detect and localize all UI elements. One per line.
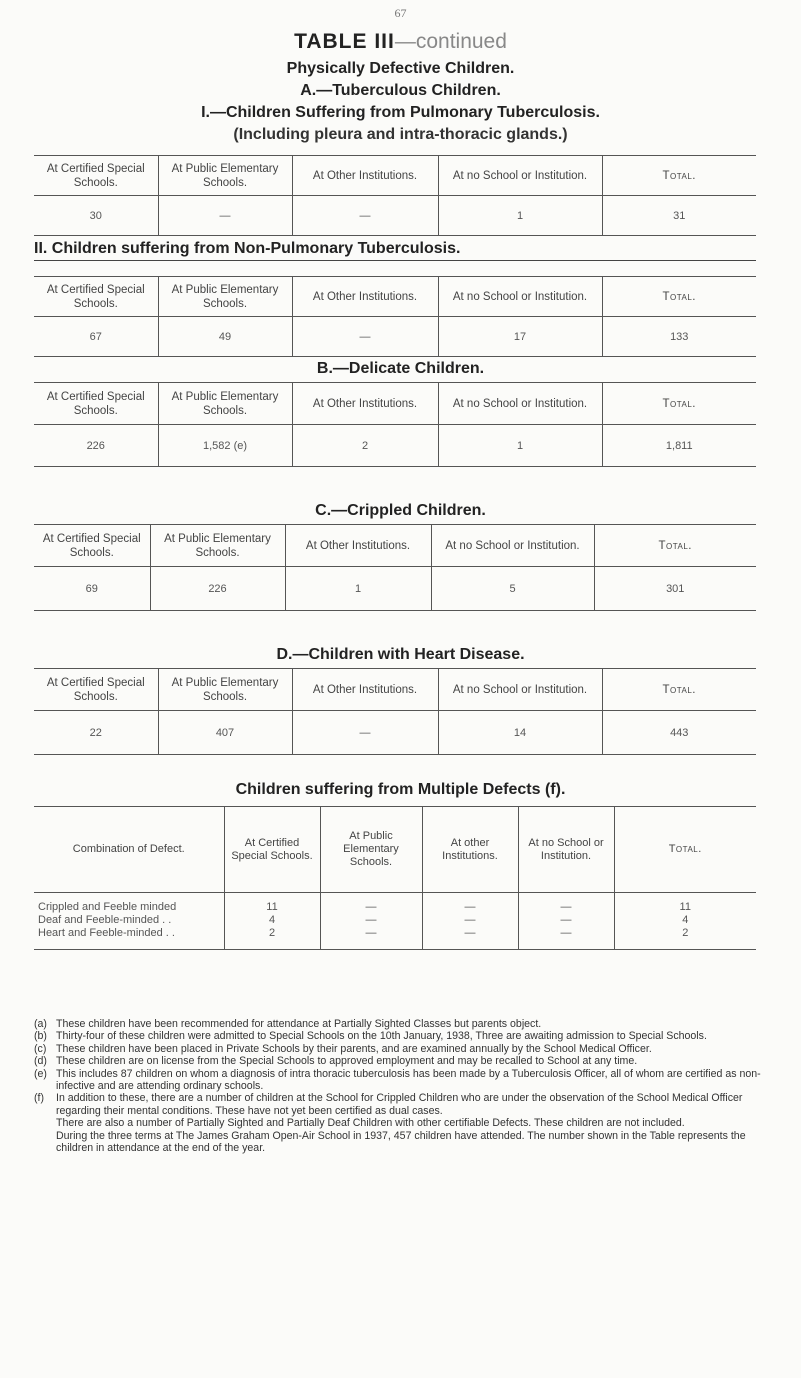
table-title-main: TABLE III bbox=[294, 30, 395, 53]
footnote-text: During the three terms at The James Graham Open-Air School in 1937, 457 children have attended. The number shown in the Table represents the children in attendance at the end of the year. bbox=[56, 1129, 746, 1155]
cell-public: — bbox=[158, 196, 292, 236]
cell-total: 11 bbox=[614, 893, 756, 915]
footnote-d bbox=[34, 1055, 762, 1067]
header-other: At Other Institutions. bbox=[292, 277, 438, 317]
cell-public: — bbox=[320, 893, 422, 915]
header-no-school: At no School or Institution. bbox=[438, 669, 602, 711]
footnote-e bbox=[34, 1068, 762, 1093]
cell-no-school: 1 bbox=[438, 425, 602, 467]
cell-total: 443 bbox=[602, 711, 756, 755]
section-delicate: B.—Delicate Children. bbox=[316, 360, 485, 377]
footnote-text: In addition to these, there are a number of children at the School for Crippled Children who are under the observation of the School Medical Officer regarding their mental conditions. These have not yet been certified as dual cases. bbox=[56, 1092, 743, 1117]
cell-certified: 2 bbox=[224, 927, 320, 949]
cell-other: — bbox=[292, 196, 438, 236]
table-heart bbox=[34, 668, 756, 755]
footnote-text: This includes 87 children on whom a diagnosis of intra thoracic tuberculosis has been made by a Tuberculosis Officer, all of whom are certified as non-infective and are attending ordinary schools. bbox=[56, 1067, 761, 1093]
header-public: At Public Elementary Schools. bbox=[150, 525, 285, 567]
cell-other: 1 bbox=[285, 567, 431, 611]
header-public: At Public Elementary Schools. bbox=[320, 807, 422, 893]
heading-pulmonary-note: (Including pleura and intra-thoracic glands.) bbox=[233, 126, 568, 143]
cell-other: — bbox=[292, 711, 438, 755]
table-row bbox=[34, 893, 756, 915]
cell-total: 133 bbox=[602, 317, 756, 357]
footnote-text: These children are on license from the Special Schools to approved employment and may be recalled to School at any time. bbox=[56, 1055, 638, 1068]
cell-no-school: — bbox=[518, 927, 614, 949]
cell-total: 2 bbox=[614, 927, 756, 949]
cell-other: — bbox=[422, 893, 518, 915]
cell-no-school: — bbox=[518, 914, 614, 927]
table-pulmonary bbox=[34, 155, 756, 236]
cell-defect: Deaf and Feeble-minded . . bbox=[38, 914, 172, 926]
cell-public: — bbox=[320, 927, 422, 949]
footnotes bbox=[34, 1018, 762, 1154]
cell-no-school: 5 bbox=[431, 567, 594, 611]
footnote-c bbox=[34, 1043, 762, 1055]
header-no-school: At no School or Institution. bbox=[438, 383, 602, 425]
header-total: Total. bbox=[602, 383, 756, 425]
cell-no-school: 1 bbox=[438, 196, 602, 236]
header-certified: At Certified Special Schools. bbox=[34, 525, 150, 567]
cell-certified: 226 bbox=[86, 439, 105, 452]
footnote-b bbox=[34, 1030, 762, 1042]
footnote-text: Thirty-four of these children were admitted to Special Schools on the 10th January, 1938, Three are awaiting admission to Special Schools. bbox=[56, 1030, 707, 1043]
heading-pulmonary: I.—Children Suffering from Pulmonary Tuberculosis. bbox=[201, 104, 600, 121]
header-certified: At Certified Special Schools. bbox=[34, 669, 158, 711]
header-total: Total. bbox=[602, 669, 756, 711]
table-non-pulmonary bbox=[34, 276, 756, 357]
cell-no-school: — bbox=[518, 893, 614, 915]
header-total: Total. bbox=[602, 277, 756, 317]
header-other: At Other Institutions. bbox=[292, 669, 438, 711]
footnote-a bbox=[34, 1018, 762, 1030]
table-title-continued: continued bbox=[415, 30, 507, 53]
footnote-label: (e) bbox=[34, 1067, 47, 1080]
table-delicate bbox=[34, 382, 756, 467]
cell-defect: Heart and Feeble-minded . . bbox=[38, 927, 175, 939]
footnote-label: (b) bbox=[34, 1030, 47, 1043]
cell-no-school: 14 bbox=[438, 711, 602, 755]
cell-certified: 11 bbox=[224, 893, 320, 915]
page-number: 67 bbox=[394, 6, 407, 20]
header-other: At Other Institutions. bbox=[292, 383, 438, 425]
cell-certified: 69 bbox=[85, 582, 98, 595]
cell-total: 31 bbox=[602, 196, 756, 236]
footnote-open-air-school bbox=[34, 1130, 762, 1155]
table-title: TABLE III—continued bbox=[294, 30, 507, 53]
header-total: Total. bbox=[602, 156, 756, 196]
table-crippled bbox=[34, 524, 756, 611]
table-multiple-defects bbox=[34, 806, 756, 950]
cell-public: 1,582 (e) bbox=[158, 425, 292, 467]
cell-certified: 4 bbox=[224, 914, 320, 927]
heading-tuberculous: A.—Tuberculous Children. bbox=[300, 82, 501, 99]
footnote-text: These children have been recommended for attendance at Partially Sighted Classes but parents object. bbox=[56, 1018, 542, 1030]
cell-public: — bbox=[320, 914, 422, 927]
header-no-school: At no School or Institution. bbox=[438, 277, 602, 317]
header-certified: At Certified Special Schools. bbox=[34, 383, 158, 425]
cell-public: 226 bbox=[150, 567, 285, 611]
header-total: Total. bbox=[614, 807, 756, 893]
header-public: At Public Elementary Schools. bbox=[158, 383, 292, 425]
header-public: At Public Elementary Schools. bbox=[158, 669, 292, 711]
header-no-school: At no School or Institution. bbox=[518, 807, 614, 893]
cell-public: 49 bbox=[158, 317, 292, 357]
footnote-label: (d) bbox=[34, 1055, 47, 1068]
section-non-pulmonary: II. Children suffering from Non-Pulmonary Tuberculosis. bbox=[34, 240, 756, 261]
cell-certified: 30 bbox=[89, 209, 102, 222]
table-row bbox=[34, 927, 756, 949]
section-multiple: Children suffering from Multiple Defects (f). bbox=[235, 781, 566, 798]
header-other: At other Institutions. bbox=[422, 807, 518, 893]
cell-other: — bbox=[292, 317, 438, 357]
cell-total: 1,811 bbox=[602, 425, 756, 467]
table-row bbox=[34, 914, 756, 927]
section-heart: D.—Children with Heart Disease. bbox=[276, 646, 525, 663]
cell-certified: 22 bbox=[89, 726, 102, 739]
cell-no-school: 17 bbox=[438, 317, 602, 357]
heading-physically-defective: Physically Defective Children. bbox=[286, 60, 515, 77]
header-other: At Other Institutions. bbox=[285, 525, 431, 567]
header-no-school: At no School or Institution. bbox=[438, 156, 602, 196]
header-public: At Public Elementary Schools. bbox=[158, 277, 292, 317]
cell-other: — bbox=[422, 914, 518, 927]
footnote-f bbox=[34, 1092, 762, 1117]
footnote-label: (a) bbox=[34, 1018, 47, 1030]
cell-other: — bbox=[422, 927, 518, 949]
header-certified: At Certified Special Schools. bbox=[34, 277, 158, 317]
cell-total: 4 bbox=[614, 914, 756, 927]
cell-defect: Crippled and Feeble minded bbox=[38, 901, 177, 913]
header-combination: Combination of Defect. bbox=[34, 807, 224, 893]
cell-other: 2 bbox=[292, 425, 438, 467]
footnote-label: (c) bbox=[34, 1042, 47, 1055]
header-no-school: At no School or Institution. bbox=[431, 525, 594, 567]
cell-public: 407 bbox=[158, 711, 292, 755]
footnote-text: These children have been placed in Private Schools by their parents, and are examined annually by the School Medical Officer. bbox=[56, 1042, 652, 1055]
footnote-text: There are also a number of Partially Sighted and Partially Deaf Children with other certifiable Defects. These children are not included. bbox=[56, 1117, 685, 1130]
header-certified: At Certified Special Schools. bbox=[34, 156, 158, 196]
cell-total: 301 bbox=[594, 567, 756, 611]
cell-certified: 67 bbox=[89, 330, 102, 343]
section-crippled: C.—Crippled Children. bbox=[315, 502, 486, 519]
header-certified: At Certified Special Schools. bbox=[224, 807, 320, 893]
footnote-label: (f) bbox=[34, 1092, 44, 1105]
header-other: At Other Institutions. bbox=[292, 156, 438, 196]
header-total: Total. bbox=[594, 525, 756, 567]
footnote-f-continued bbox=[34, 1117, 762, 1129]
header-public: At Public Elementary Schools. bbox=[158, 156, 292, 196]
